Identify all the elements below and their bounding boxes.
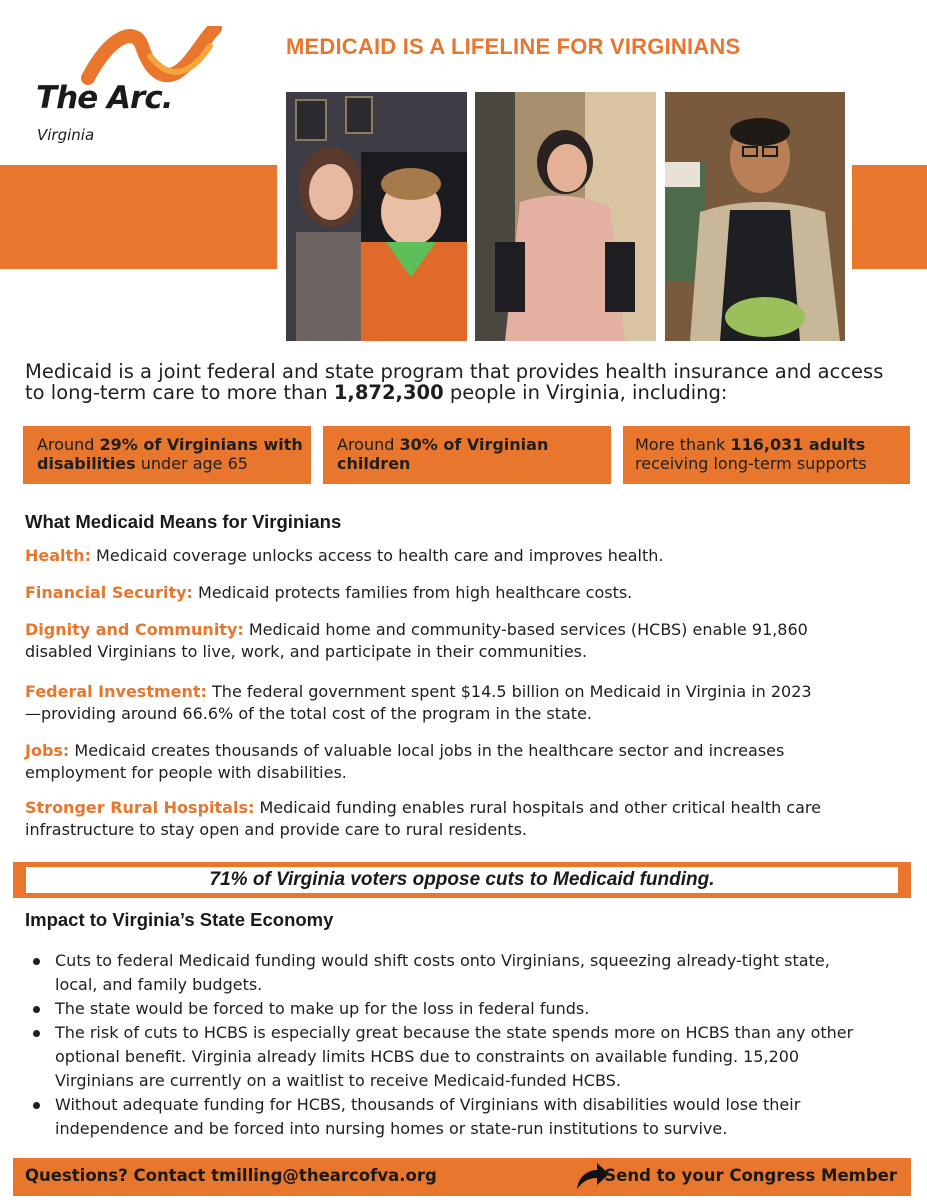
orange-band-right [852,165,927,269]
stat-highlight: 30% of Virginian children [337,435,549,473]
item-financial-security [25,582,895,604]
item-federal-investment [25,681,815,725]
item-label: Jobs: [25,741,70,760]
footer-bar [13,1158,911,1196]
orange-band-left [0,165,277,269]
impact-bullet-list [25,949,855,1141]
list-item: The state would be forced to make up for the loss in federal funds. [25,997,855,1021]
send-to-congress-link[interactable]: Send to your Congress Member [604,1166,897,1185]
voter-stat-banner [13,862,911,898]
item-rural-hospitals [25,797,825,841]
item-text: The federal government spent $14.5 billion on Medicaid in Virginia in 2023—providing around 66.6% of the total cost of the program in the state. [25,682,812,723]
section-heading-what-medicaid-means: What Medicaid Means for Virginians [25,511,342,532]
stat-box-children [323,426,611,484]
list-item: The risk of cuts to HCBS is especially great because the state spends more on HCBS than any other optional benefit. Virginia already limits HCBS due to constraints on available funding. 15,200 Virginians are currently on a waitlist to receive Medicaid-funded HCBS. [25,1021,855,1093]
stat-text: Around [337,435,400,454]
photo-woman-in-wheelchair [475,92,656,341]
item-jobs [25,740,785,784]
stat-text: Around [37,435,100,454]
contact-email-link[interactable]: Questions? Contact tmilling@thearcofva.org [25,1166,437,1185]
item-label: Stronger Rural Hospitals: [25,798,255,817]
intro-text-pre: Medicaid is a joint federal and state program that provides health insurance and access to long-term care to more than [25,360,884,404]
item-label: Financial Security: [25,583,193,602]
stat-text: More thank [635,435,731,454]
voter-stat-text: 71% of Virginia voters oppose cuts to Medicaid funding. [26,867,898,893]
item-text: Medicaid funding enables rural hospitals and other critical health care infrastructure to stay open and provide care to rural residents. [25,798,821,839]
stat-text: receiving long-term supports [635,454,867,473]
photo-mother-and-child [286,92,467,341]
item-text: Medicaid coverage unlocks access to health care and improves health. [90,546,664,565]
section-heading-impact: Impact to Virginia’s State Economy [25,909,334,930]
item-text: Medicaid protects families from high healthcare costs. [192,583,633,602]
list-item: Cuts to federal Medicaid funding would shift costs onto Virginians, squeezing already-tight state, local, and family budgets. [25,949,855,997]
item-label: Dignity and Community: [25,620,244,639]
logo-subtitle: Virginia [37,126,95,144]
stat-box-adults [623,426,910,484]
item-health [25,545,895,567]
intro-paragraph [25,361,905,403]
stat-box-disabilities [23,426,311,484]
stat-text: under age 65 [135,454,248,473]
logo-name: The Arc. [36,80,173,116]
item-text: Medicaid home and community-based services (HCBS) enable 91,860 disabled Virginians to live, work, and participate in their communities. [25,620,808,661]
stat-highlight: 116,031 adults [730,435,866,454]
intro-people-count: 1,872,300 [333,381,444,404]
page-title: MEDICAID IS A LIFELINE FOR VIRGINIANS [286,34,741,59]
list-item: Without adequate funding for HCBS, thousands of Virginians with disabilities would lose their independence and be forced into nursing homes or state-run institutions to survive. [25,1093,855,1141]
arc-virginia-logo [30,22,230,152]
intro-text-post: people in Virginia, including: [443,381,728,404]
item-text: Medicaid creates thousands of valuable local jobs in the healthcare sector and increases employment for people with disabilities. [25,741,785,782]
item-label: Federal Investment: [25,682,207,701]
stat-highlight: 29% of Virginians with disabilities [37,435,303,473]
photo-grocery-worker [665,92,845,341]
item-label: Health: [25,546,91,565]
item-dignity-community [25,619,855,663]
